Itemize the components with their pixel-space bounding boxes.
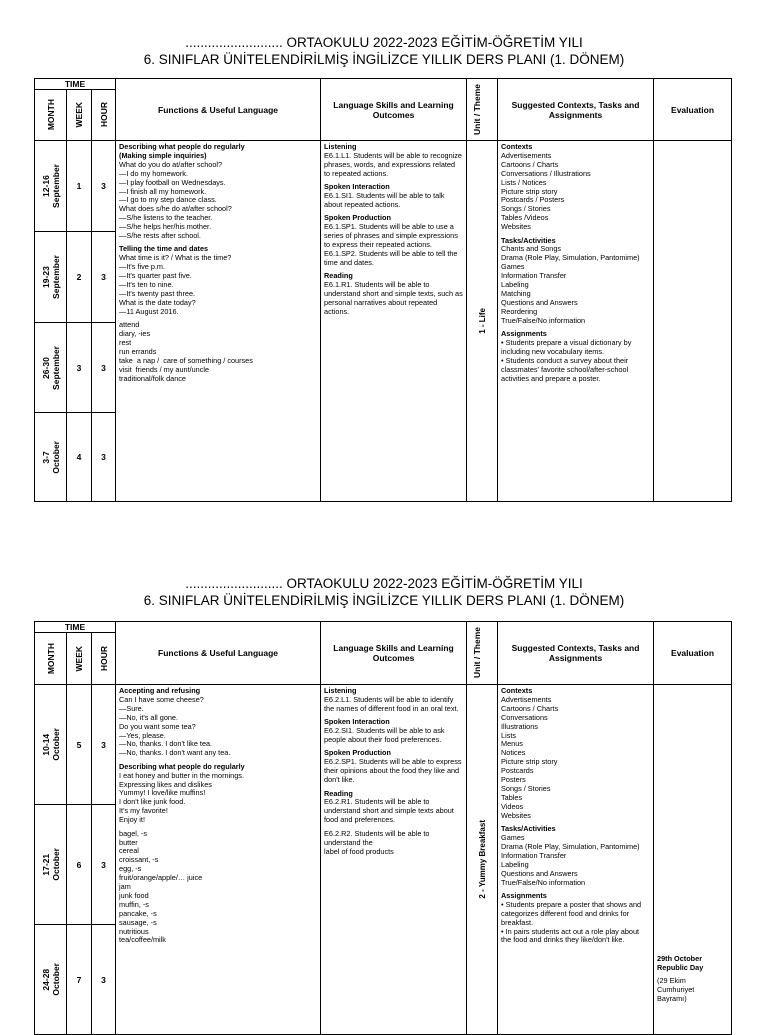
section-text: What time is it? / What is the time? —It's five p.m. —It's quarter past five. —It's ten to nine. —It's twenty past three. What is the date today? —11 August 2016. <box>119 253 232 316</box>
date-cell: 10-14 October <box>35 685 67 805</box>
section-title: Describing what people do regularly <box>119 761 245 771</box>
section-title: Contexts <box>501 142 533 151</box>
vocabulary-list: bagel, -s butter cereal croissant, -s egg, -s fruit/orange/apple/… juice jam junk food muffin, -s pancake, -s sausage, -s nutritious tea/coffee/milk <box>119 828 203 945</box>
section-title: Tasks/Activities <box>501 824 556 834</box>
section-text: E6.1.L1. Students will be able to recognize phrases, words, and expressions related to repeated actions. <box>324 150 464 178</box>
section-text: E6.2.SI1. Students will be able to ask people about their food preferences. <box>324 726 447 745</box>
date-cell: 24-28 October <box>35 925 67 1035</box>
hour-cell: 3 <box>92 413 116 502</box>
plan-title: 6. SINIFLAR ÜNİTELENDİRİLMİŞ İNGİLİZCE YILLIK DERS PLANI (1. DÖNEM) <box>143 52 625 67</box>
functions-header: Functions & Useful Language <box>116 622 321 685</box>
section-text: E6.2.R1. Students will be able to understand short and simple texts about food and preferences. <box>324 797 456 825</box>
evaluation-header: Evaluation <box>654 622 732 685</box>
hour-cell: 3 <box>92 925 116 1035</box>
hour-cell: 3 <box>92 232 116 323</box>
week-cell: 3 <box>67 323 92 413</box>
time-header: TIME <box>35 79 116 90</box>
month-header: MONTH <box>35 633 67 685</box>
week-cell: 2 <box>67 232 92 323</box>
skills-cell <box>321 685 467 1035</box>
section-title: Listening <box>324 142 357 151</box>
unit-header: Unit / Theme <box>467 622 498 685</box>
evaluation-header: Evaluation <box>654 79 732 141</box>
date-cell: 17-21 October <box>35 805 67 925</box>
date-cell: 12-16 September <box>35 141 67 232</box>
evaluation-cell <box>654 141 732 502</box>
section-text: I eat honey and butter in the mornings. Expressing likes and dislikes Yummy! I love/like muffins! I don't like junk food. It's my favorite! Enjoy it! <box>119 770 244 825</box>
functions-cell <box>116 685 321 1035</box>
functions-cell <box>116 141 321 502</box>
contexts-cell <box>498 685 654 1035</box>
section-title: Telling the time and dates <box>119 244 209 254</box>
plan-1-table <box>34 78 732 502</box>
section-text: Advertisements Cartoons / Charts Conversations Illustrations Lists Menus Notices Picture strip story Postcards Posters Songs / Stories Tables Videos Websites <box>501 694 559 820</box>
section-text: E6.1.R1. Students will be able to understand short and simple texts, such as personal narratives about repeated actions. <box>324 280 465 316</box>
section-text: • Students prepare a poster that shows and categorizes different food and drinks for breakfast. • In pairs students act out a role play about the food and drinks they like/don't like. <box>501 899 642 945</box>
week-header: WEEK <box>67 633 92 685</box>
week-cell: 6 <box>67 805 92 925</box>
contexts-cell <box>498 141 654 502</box>
section-text: • Students prepare a visual dictionary by including new vocabulary items. • Students conduct a survey about their classmates' favorite school/after-school activities and prepare a poster. <box>501 338 632 383</box>
contexts-header: Suggested Contexts, Tasks and Assignments <box>498 79 654 141</box>
section-text: Advertisements Cartoons / Charts Conversations / Illustrations Lists / Notices Picture strip story Postcards / Posters Songs / Stories Tables /Videos Websites <box>501 150 591 232</box>
hour-cell: 3 <box>92 805 116 925</box>
section-title: Assignments <box>501 890 547 900</box>
section-title: Reading <box>324 788 353 798</box>
section-text: Can I have some cheese? —Sure. —No, it's all gone. Do you want some tea? —Yes, please. —No, thanks. I don't like tea. —No, thanks. I don't want any tea. <box>119 694 231 758</box>
section-title: Tasks/Activities <box>501 235 556 245</box>
section-text: Chants and Songs Drama (Role Play, Simulation, Pantomime) Games Information Transfer Labeling Matching Questions and Answers Reordering True/False/No information <box>501 244 640 325</box>
section-text: E6.2.L1. Students will be able to identify the names of different food in an oral text. <box>324 694 459 713</box>
section-title: Describing what people do regularly (Making simple inquiries) <box>119 142 245 160</box>
section-title: Contexts <box>501 686 533 695</box>
section-text: E6.2.SP1. Students will be able to express their opinions about the food they like and don't like. <box>324 757 464 785</box>
date-cell: 19-23 September <box>35 232 67 323</box>
school-year-title: .......................... ORTAOKULU 2022-2023 EĞİTİM-ÖĞRETİM YILI <box>185 35 583 50</box>
evaluation-cell <box>654 685 732 1035</box>
plan-1-header <box>0 34 768 68</box>
week-header: WEEK <box>67 90 92 141</box>
plan-title: 6. SINIFLAR ÜNİTELENDİRİLMİŞ İNGİLİZCE YILLIK DERS PLANI (1. DÖNEM) <box>143 593 625 608</box>
section-title: Spoken Interaction <box>324 182 390 192</box>
hour-cell: 3 <box>92 141 116 232</box>
skills-header: Language Skills and Learning Outcomes <box>321 622 467 685</box>
section-title: Assignments <box>501 329 547 339</box>
section-title: Accepting and refusing <box>119 686 201 695</box>
skills-cell <box>321 141 467 502</box>
date-cell: 3-7 October <box>35 413 67 502</box>
section-text: E6.1.SI1. Students will be able to talk about repeated actions. <box>324 191 447 209</box>
hour-header: HOUR <box>92 90 116 141</box>
hour-cell: 3 <box>92 685 116 805</box>
time-header: TIME <box>35 622 116 633</box>
section-title: Spoken Interaction <box>324 717 390 727</box>
vocabulary-list: attend diary, -ies rest run errands take a nap / care of something / courses visit friends / my aunt/uncle traditional/folk dance <box>119 320 253 383</box>
unit-header: Unit / Theme <box>467 79 498 141</box>
plan-2-header <box>0 575 768 609</box>
section-text: E6.2.R2. Students will be able to understand the label of food products <box>324 828 430 856</box>
unit-cell: 2 - Yummy Breakfast <box>467 685 498 1035</box>
section-title: Reading <box>324 271 353 281</box>
unit-cell: 1 - Life <box>467 141 498 502</box>
week-cell: 7 <box>67 925 92 1035</box>
skills-header: Language Skills and Learning Outcomes <box>321 79 467 141</box>
plan-2-table <box>34 621 732 1035</box>
month-header: MONTH <box>35 90 67 141</box>
school-year-title: .......................... ORTAOKULU 2022-2023 EĞİTİM-ÖĞRETİM YILI <box>185 576 583 591</box>
section-text: E6.1.SP1. Students will be able to use a series of phrases and simple expressions to express their repeated actions. E6.1.SP2. Students will be able to tell the time and dates. <box>324 222 458 267</box>
hour-header: HOUR <box>92 633 116 685</box>
week-cell: 4 <box>67 413 92 502</box>
week-cell: 5 <box>67 685 92 805</box>
section-title: Spoken Production <box>324 748 391 758</box>
functions-header: Functions & Useful Language <box>116 79 321 141</box>
section-text: Games Drama (Role Play, Simulation, Pantomime) Information Transfer Labeling Questions and Answers True/False/No information <box>501 833 640 887</box>
contexts-header: Suggested Contexts, Tasks and Assignments <box>498 622 654 685</box>
date-cell: 26-30 September <box>35 323 67 413</box>
section-title: Listening <box>324 686 357 695</box>
week-cell: 1 <box>67 141 92 232</box>
republic-day-note-tr: (29 Ekim Cumhuriyet Bayramı) <box>657 976 695 1004</box>
hour-cell: 3 <box>92 323 116 413</box>
republic-day-note: 29th October Republic Day <box>657 954 704 972</box>
section-text: What do you do at/after school? —I do my homework. —I play football on Wednesdays. —I finish all my homework. —I go to my step dance class. What does s/he do at/after school? —S/he listens to the teacher. —S/he helps her/his mother. —S/he rests after school. <box>119 159 232 241</box>
section-title: Spoken Production <box>324 213 391 223</box>
